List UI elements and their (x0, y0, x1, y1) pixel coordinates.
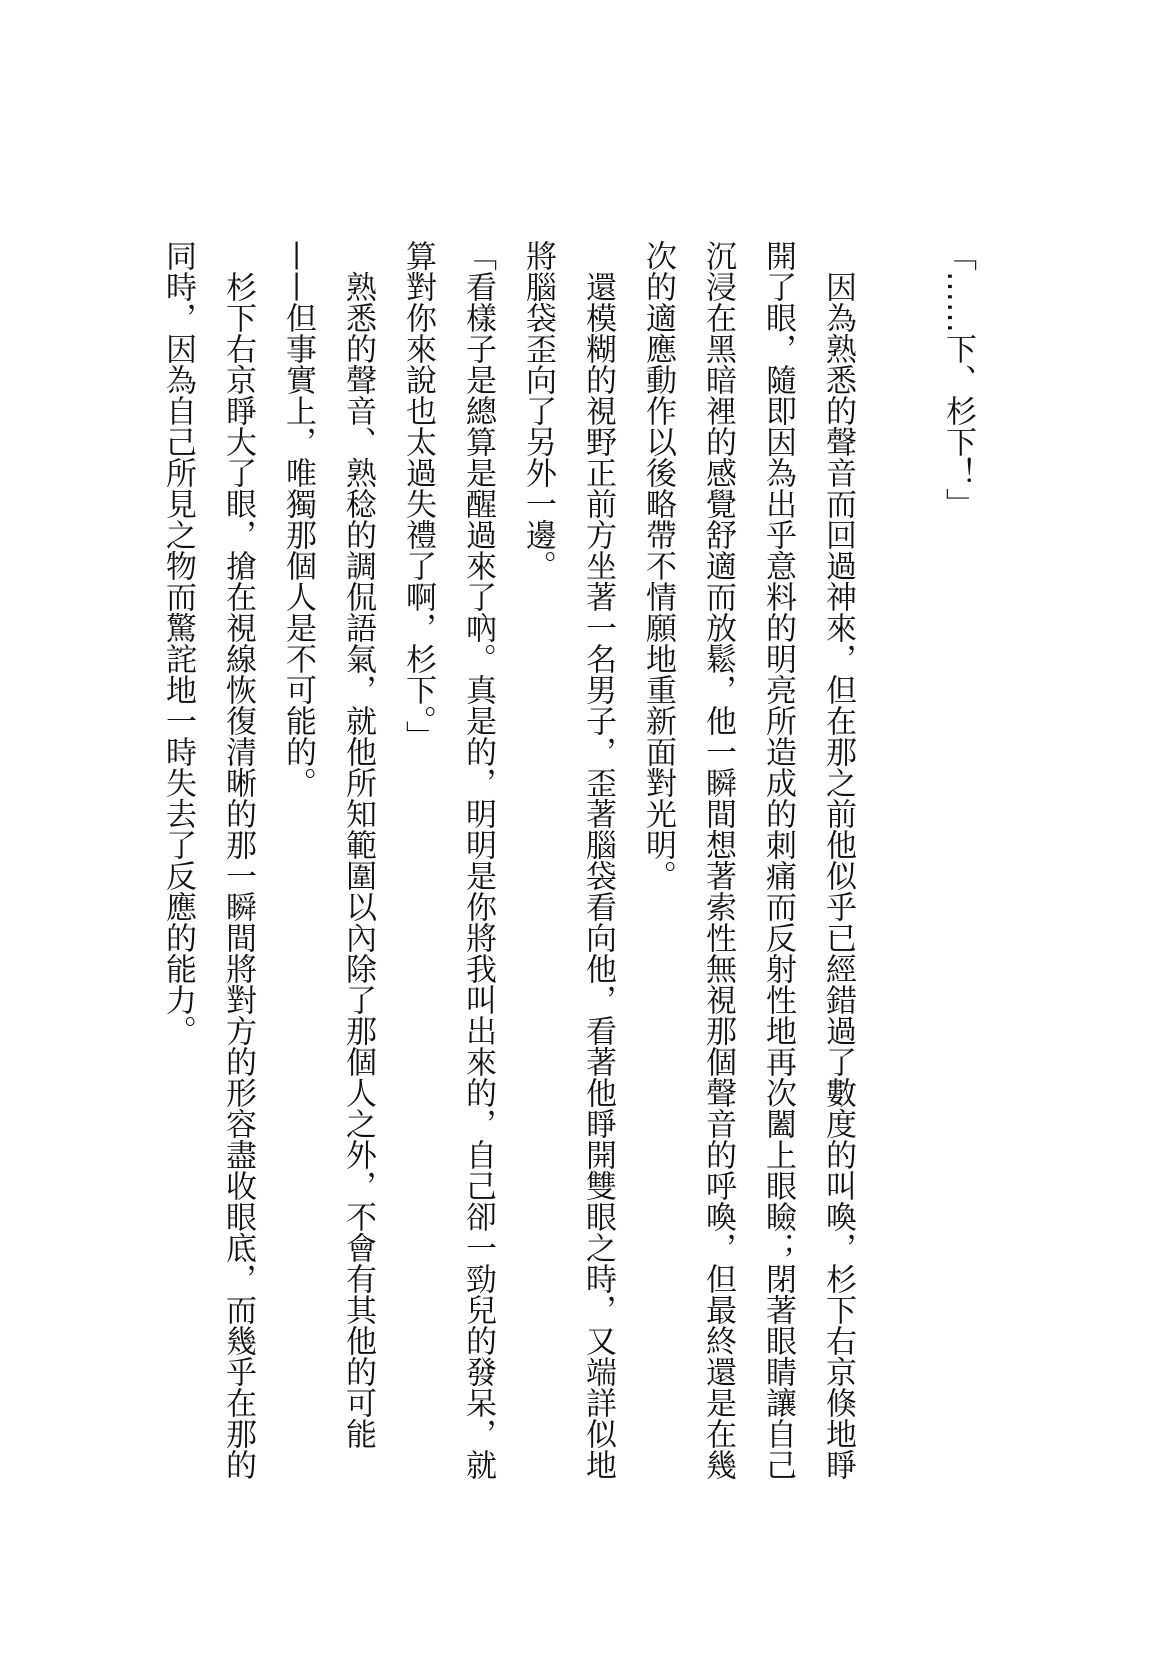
paragraph-narration-1: 因為熟悉的聲音而回過神來，但在那之前他似乎已經錯過了數度的叫喚，杉下右京倏地睜開了眼，隨即因為出乎意料的明亮所造成的刺痛而反射性地再次闔上眼瞼；閉著眼睛讓自己沉浸在黑暗裡的感覺舒適而放鬆，他一瞬間想著索性無視那個聲音的呼喚，但最終還是在幾次的適應動作以後略帶不情願地重新面對光明。 (640, 240, 856, 1480)
paragraph-narration-3: 熟悉的聲音、熟稔的調侃語氣，就他所知範圍以內除了那個人之外，不會有其他的可能——但事實上，唯獨那個人是不可能的。 (280, 240, 376, 1449)
paragraph-dialogue-man: 「看樣子是總算是醒過來了吶。真是的，明明是你將我叫出來的，自己卻一勁兒的發呆，就算對你來說也太過失禮了啊，杉下。」 (400, 240, 496, 1480)
vertical-text-body (148, 240, 988, 1500)
paragraph-gap (868, 240, 928, 1500)
paragraph-dialogue-call: 「……下、杉下！」 (940, 240, 976, 519)
paragraph-narration-2: 還模糊的視野正前方坐著一名男子，歪著腦袋看向他，看著他睜開雙眼之時，又端詳似地將腦袋歪向了另外一邊。 (520, 240, 616, 1480)
paragraph-narration-4: 杉下右京睜大了眼，搶在視線恢復清晰的那一瞬間將對方的形容盡收眼底，而幾乎在那的同時，因為自己所見之物而驚詫地一時失去了反應的能力。 (160, 240, 256, 1480)
